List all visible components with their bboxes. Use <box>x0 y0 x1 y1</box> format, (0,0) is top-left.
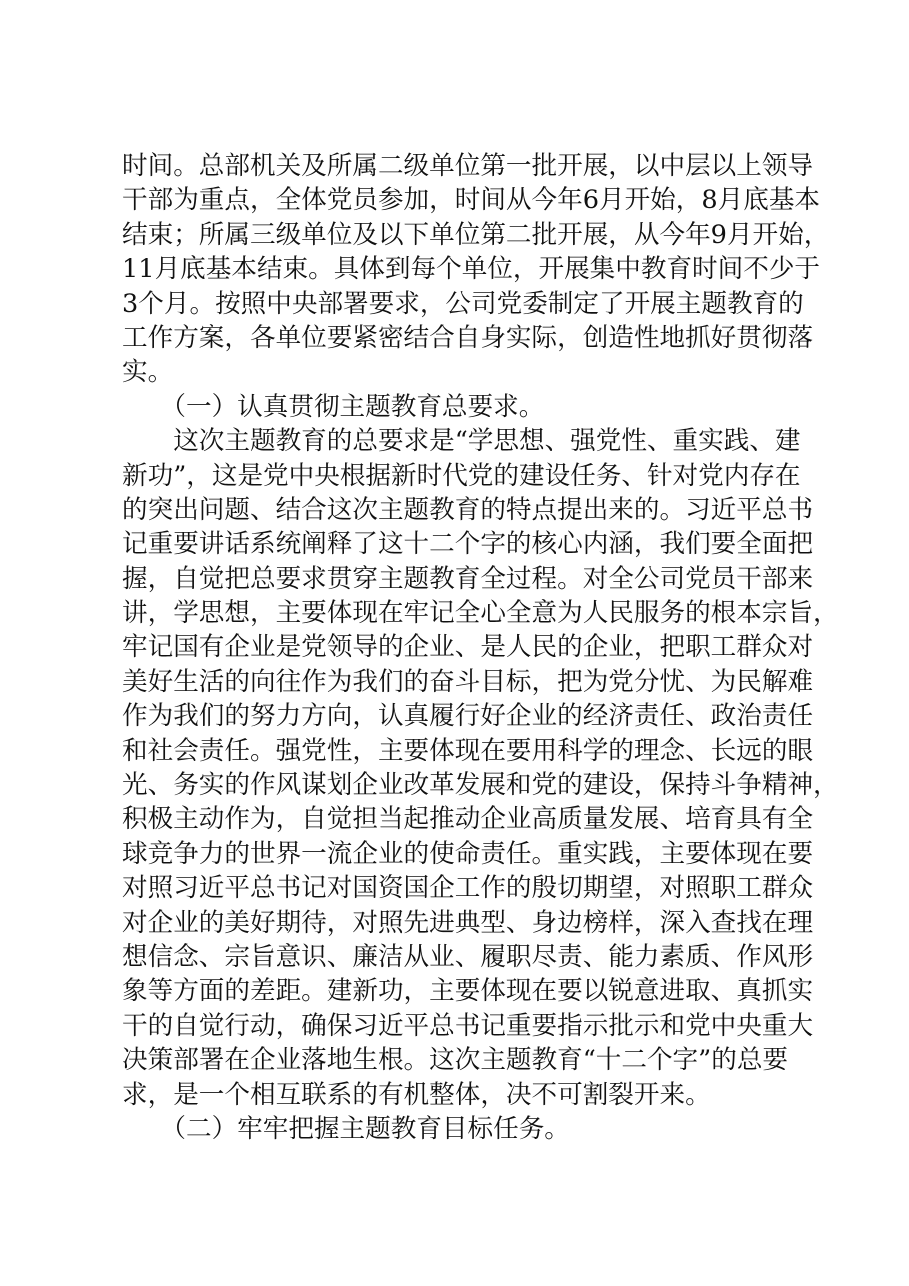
text-line: 对企业的美好期待，对照先进典型、身边榜样，深入查找在理 <box>122 907 814 938</box>
text-line: 握，自觉把总要求贯穿主题教育全过程。对全公司党员干部来 <box>122 563 814 594</box>
text-line: 时间。总部机关及所属二级单位第一批开展，以中层以上领导 <box>122 151 814 181</box>
text-line: 球竞争力的世界一流企业的使命责任。重实践，主要体现在要 <box>122 838 814 869</box>
text-line: 这次主题教育的总要求是“学思想、强党性、重实践、建 <box>122 426 801 457</box>
text-line: 11月底基本结束。具体到每个单位，开展集中教育时间不少于 <box>122 254 821 285</box>
text-line: 作为我们的努力方向，认真履行好企业的经济责任、政治责任 <box>122 701 814 732</box>
document-body <box>122 149 839 1146</box>
text-line: 和社会责任。强党性，主要体现在要用科学的理念、长远的眼 <box>122 735 814 766</box>
text-line: 象等方面的差距。建新功，主要体现在要以锐意进取、真抓实 <box>122 976 814 1007</box>
text-line: 决策部署在企业落地生根。这次主题教育“十二个字”的总要 <box>122 1045 789 1076</box>
text-line: 工作方案，各单位要紧密结合自身实际，创造性地抓好贯彻落 <box>122 322 814 353</box>
text-line: 光、务实的作风谋划企业改革发展和党的建设，保持斗争精神， <box>122 770 839 801</box>
text-line: 实。 <box>122 357 174 388</box>
section-heading <box>122 390 802 424</box>
text-line: 想信念、宗旨意识、廉洁从业、履职尽责、能力素质、作风形 <box>122 941 814 972</box>
text-line: 记重要讲话系统阐释了这十二个字的核心内涵，我们要全面把 <box>122 529 814 560</box>
text-line: 干部为重点，全体党员参加，时间从今年6月开始，8月底基本 <box>122 185 821 216</box>
text-line: 3个月。按照中央部署要求，公司党委制定了开展主题教育的 <box>122 288 804 319</box>
text-line: 牢记国有企业是党领导的企业、是人民的企业，把职工群众对 <box>122 632 814 663</box>
text-line: 结束；所属三级单位及以下单位第二批开展，从今年9月开始， <box>122 219 830 250</box>
text-line: （一）认真贯彻主题教育总要求。 <box>122 391 545 422</box>
paragraph <box>122 424 839 1112</box>
text-line: 新功”，这是党中央根据新时代党的建设任务、针对党内存在 <box>122 460 801 491</box>
text-line: （二）牢牢把握主题教育目标任务。 <box>122 1113 570 1144</box>
text-line: 求，是一个相互联系的有机整体，决不可割裂开来。 <box>122 1079 711 1110</box>
paragraph <box>122 149 830 390</box>
text-line: 美好生活的向往作为我们的奋斗目标，把为党分忧、为民解难 <box>122 666 814 697</box>
section-heading <box>122 1112 802 1146</box>
text-line: 积极主动作为，自觉担当起推动企业高质量发展、培育具有全 <box>122 804 814 835</box>
text-line: 讲，学思想，主要体现在牢记全心全意为人民服务的根本宗旨， <box>122 598 839 629</box>
text-line: 干的自觉行动，确保习近平总书记重要指示批示和党中央重大 <box>122 1010 814 1041</box>
text-line: 的突出问题、结合这次主题教育的特点提出来的。习近平总书 <box>122 494 814 525</box>
text-line: 对照习近平总书记对国资国企工作的殷切期望，对照职工群众 <box>122 873 814 904</box>
